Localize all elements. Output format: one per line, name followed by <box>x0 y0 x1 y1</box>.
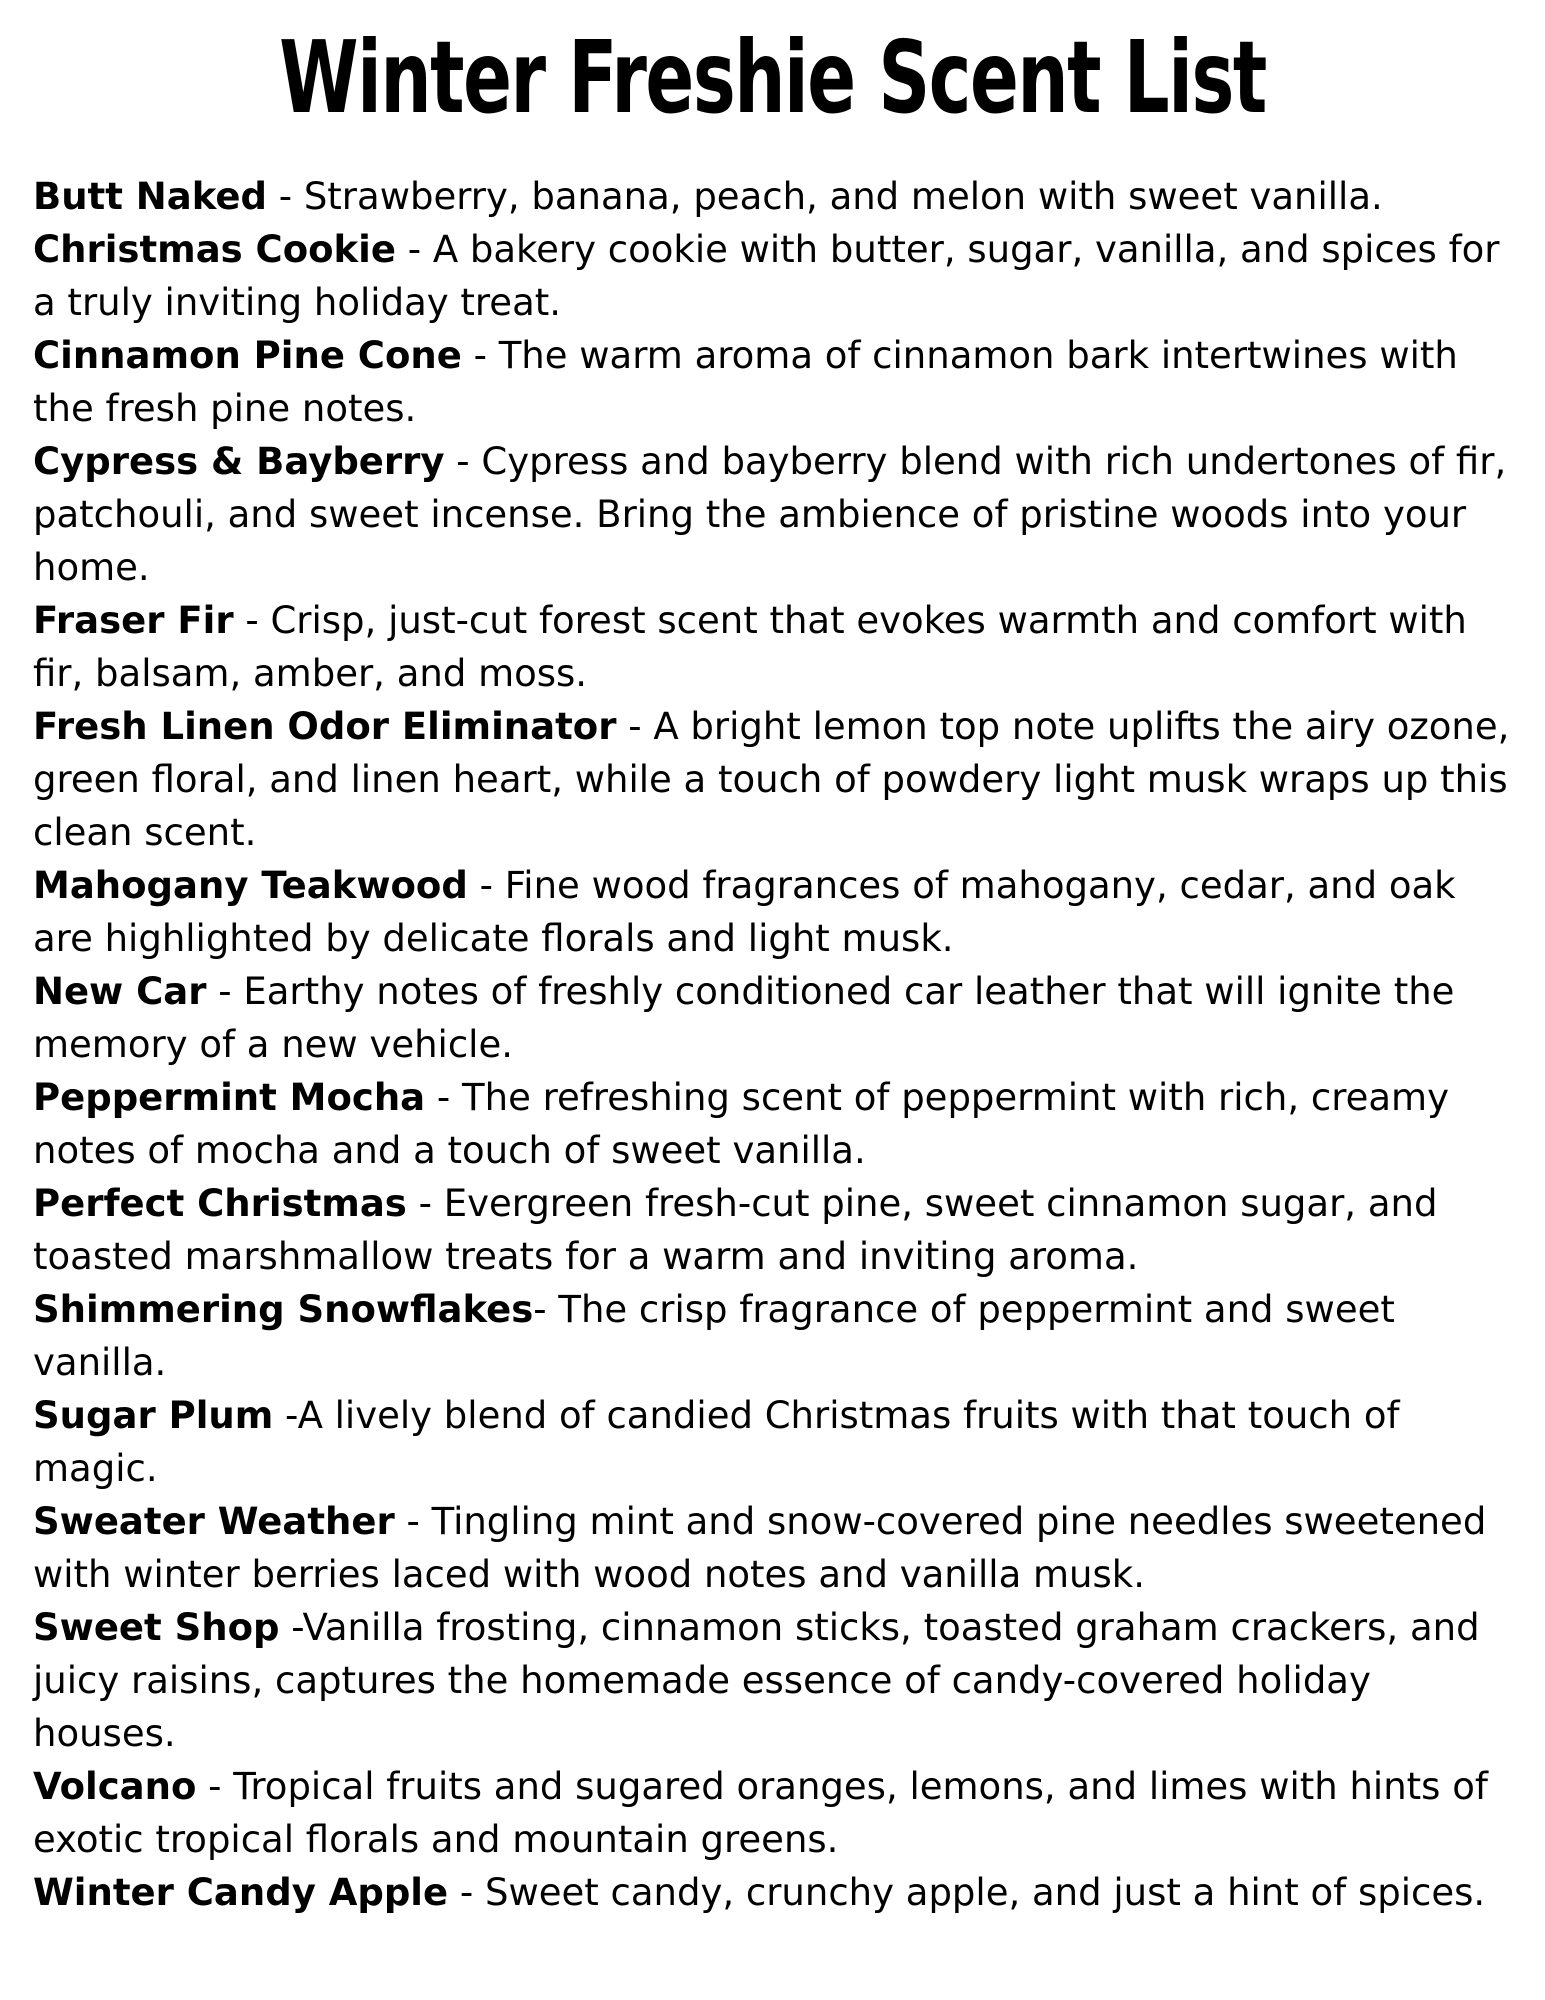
scent-entry <box>33 1177 1523 1283</box>
scent-name: Sweater Weather <box>33 1500 395 1543</box>
scent-entry <box>33 435 1523 594</box>
scent-name: Winter Candy Apple <box>33 1871 449 1914</box>
scent-entry <box>33 1601 1523 1760</box>
scent-entry <box>33 965 1523 1071</box>
scent-separator: - <box>467 864 505 907</box>
scent-name: Cinnamon Pine Cone <box>33 334 462 377</box>
scent-separator: - <box>233 599 271 642</box>
scent-entry <box>33 1495 1523 1601</box>
scent-description: The refreshing scent of peppermint with rich, creamy notes of mocha and a touch of sweet vanilla. <box>33 1076 1449 1172</box>
scent-description: Fine wood fragrances of mahogany, cedar, and oak are highlighted by delicate florals and light musk. <box>33 864 1456 960</box>
scent-separator: - <box>273 1394 298 1437</box>
scent-entry <box>33 1389 1523 1495</box>
scent-entry <box>33 329 1523 435</box>
scent-name: Volcano <box>33 1765 197 1808</box>
scent-name: Mahogany Teakwood <box>33 864 468 907</box>
scent-entry <box>33 1760 1523 1866</box>
scent-description: Strawberry, banana, peach, and melon with sweet vanilla. <box>303 175 1383 218</box>
scent-description: Earthy notes of freshly conditioned car leather that will ignite the memory of a new vehicle. <box>33 970 1455 1066</box>
scent-description: A lively blend of candied Christmas fruits with that touch of magic. <box>33 1394 1400 1490</box>
scent-name: Sugar Plum <box>33 1394 274 1437</box>
scent-entry <box>33 1283 1523 1389</box>
scent-list <box>33 170 1523 1919</box>
scent-name: Christmas Cookie <box>33 228 396 271</box>
scent-entry <box>33 1071 1523 1177</box>
scent-separator: - <box>425 1076 463 1119</box>
scent-description: The crisp fragrance of peppermint and sweet vanilla. <box>33 1288 1395 1384</box>
scent-name: Shimmering Snowflakes <box>33 1288 534 1331</box>
scent-separator: - <box>266 175 304 218</box>
scent-name: Peppermint Mocha <box>33 1076 426 1119</box>
scent-entry <box>33 170 1523 223</box>
scent-description: Cypress and bayberry blend with rich undertones of fir, patchouli, and sweet incense. Bring the ambience of pristine woods into your home. <box>33 440 1507 589</box>
scent-separator: - <box>206 970 244 1013</box>
scent-description: The warm aroma of cinnamon bark intertwines with the fresh pine notes. <box>33 334 1458 430</box>
scent-entry <box>33 859 1523 965</box>
scent-separator: - <box>533 1288 559 1331</box>
scent-name: Butt Naked <box>33 175 267 218</box>
scent-description: Sweet candy, crunchy apple, and just a hint of spices. <box>484 1871 1486 1914</box>
scent-entry <box>33 223 1523 329</box>
scent-separator: - <box>196 1765 234 1808</box>
scent-description: A bakery cookie with butter, sugar, vanilla, and spices for a truly inviting holiday treat. <box>33 228 1500 324</box>
scent-entry <box>33 700 1523 859</box>
scent-name: Perfect Christmas <box>33 1182 407 1225</box>
scent-description: Crisp, just-cut forest scent that evokes warmth and comfort with fir, balsam, amber, and moss. <box>33 599 1467 695</box>
scent-description: A bright lemon top note uplifts the airy ozone, green floral, and linen heart, while a touch of powdery light musk wraps up this clean scent. <box>33 705 1510 854</box>
scent-entry <box>33 1866 1523 1919</box>
scent-separator: - <box>444 440 482 483</box>
scent-separator: - <box>448 1871 485 1914</box>
scent-separator: - <box>616 705 654 748</box>
page-title: Winter Freshie Scent List <box>279 19 1266 136</box>
scent-description: Tropical fruits and sugared oranges, lemons, and limes with hints of exotic tropical florals and mountain greens. <box>33 1765 1488 1861</box>
scent-separator: - <box>394 1500 432 1543</box>
scent-separator: - <box>406 1182 444 1225</box>
scent-separator: - <box>461 334 499 377</box>
scent-entry <box>33 594 1523 700</box>
scent-separator: - <box>395 228 433 271</box>
scent-name: Sweet Shop <box>33 1606 280 1649</box>
scent-description: Vanilla frosting, cinnamon sticks, toasted graham crackers, and juicy raisins, captures the homemade essence of candy-covered holiday houses. <box>33 1606 1480 1755</box>
scent-name: Fraser Fir <box>33 599 234 642</box>
scent-description: Tingling mint and snow-covered pine needles sweetened with winter berries laced with wood notes and vanilla musk. <box>33 1500 1487 1596</box>
scent-name: Fresh Linen Odor Eliminator <box>33 705 617 748</box>
scent-description: Evergreen fresh-cut pine, sweet cinnamon sugar, and toasted marshmallow treats for a warm and inviting aroma. <box>33 1182 1438 1278</box>
scent-separator: - <box>279 1606 303 1649</box>
scent-name: New Car <box>33 970 207 1013</box>
scent-name: Cypress & Bayberry <box>33 440 445 483</box>
